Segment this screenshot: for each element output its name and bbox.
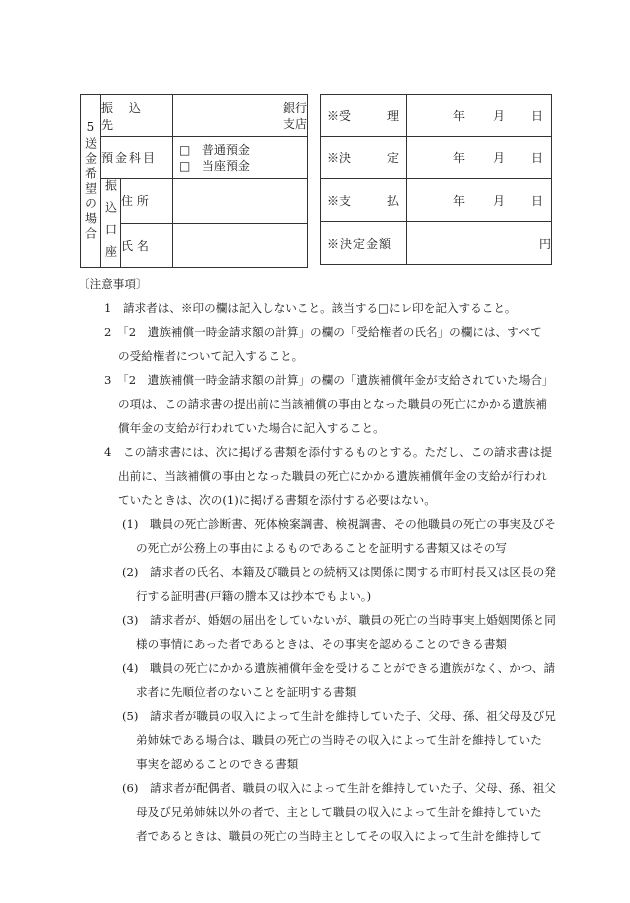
notes-section <box>78 272 556 848</box>
note-line: 1 請求者は、※印の欄は記入しないこと。該当する□にレ印を記入すること。 <box>104 301 517 315</box>
paid-date-field[interactable] <box>407 179 552 222</box>
bank-branch-cell[interactable] <box>173 95 308 137</box>
note-line: ていたときは、次の(1)に掲げる書類を添付する必要はない。 <box>118 493 436 507</box>
note-line: 償年金の支給が行われていた場合に記入すること。 <box>118 421 385 435</box>
note-line: 出前に、当該補償の事由となった職員の死亡にかかる遺族補償年金の支給が行われ <box>118 469 547 483</box>
note-subitem-line: 行する証明書(戸籍の謄本又は抄本でもよい。) <box>136 589 372 603</box>
year-label: 年 <box>452 193 465 208</box>
amount-label: ※決定金額 <box>327 236 393 251</box>
paid-label-cell <box>321 179 407 222</box>
name-label-cell <box>121 223 173 268</box>
deposit-type-label-cell <box>101 137 173 179</box>
note-line: 4 この請求書には、次に掲げる書類を添付するものとする。ただし、この請求書は提 <box>104 445 552 459</box>
decided-label-cell <box>321 137 407 179</box>
note-subitem-line: (4) 職員の死亡にかかる遺族補償年金を受けることができる遺族がなく、かつ、請 <box>122 661 556 675</box>
received-date-field[interactable] <box>407 95 552 137</box>
note-line: の受給権者について記入すること。 <box>118 349 304 363</box>
note-subitem-line: (2) 請求者の氏名、本籍及び職員との続柄又は関係に関する市町村長又は区長の発 <box>122 565 556 579</box>
option-ordinary: 普通預金 <box>201 142 250 157</box>
branch-label: 支店 <box>282 116 307 131</box>
yen-label: 円 <box>538 236 551 251</box>
option-current: 当座預金 <box>201 158 250 173</box>
year-label: 年 <box>452 151 465 165</box>
office-use-table <box>320 94 552 265</box>
amount-label-cell <box>321 222 407 265</box>
month-label: 月 <box>492 151 505 165</box>
payee-label: 振 込 先 <box>101 100 147 132</box>
transfer-account-label-cell <box>101 179 121 268</box>
name-label: 氏 名 <box>121 238 149 253</box>
notes-heading: 〔注意事項〕 <box>78 277 148 291</box>
note-subitem-line: 母及び兄弟姉妹以外の者で、主として職員の収入によって生計を維持していた <box>136 805 542 819</box>
note-subitem-line: 求者に先順位者のないことを証明する書類 <box>136 685 357 699</box>
note-subitem-line: (5) 請求者が職員の収入によって生計を維持していた子、父母、孫、祖父母及び兄 <box>122 709 556 723</box>
received-label-cell <box>321 95 407 137</box>
bank-label: 銀行 <box>282 100 307 115</box>
day-label: 日 <box>530 109 543 123</box>
deposit-type-options <box>173 137 308 179</box>
section-label-cell <box>81 95 101 268</box>
deposit-type-label: 預金科目 <box>101 151 158 165</box>
checkbox-ordinary[interactable]: □ <box>179 142 191 157</box>
note-subitem-line: 者であるときは、職員の死亡の当時主としてその収入によって生計を維持して <box>136 829 542 843</box>
amount-field[interactable] <box>407 222 552 265</box>
checkbox-current[interactable]: □ <box>179 158 191 173</box>
day-label: 日 <box>530 193 543 208</box>
address-label-cell <box>121 179 173 224</box>
payee-label-cell <box>101 95 173 137</box>
transfer-account-label: 振込口座 <box>103 179 118 267</box>
section-label: 5送金希望の場合 <box>83 120 98 242</box>
paid-label: ※支 払 <box>327 193 400 208</box>
note-line: の項は、この請求書の提出前に当該補償の事由となった職員の死亡にかかる遺族補 <box>118 397 547 411</box>
received-label: ※受 理 <box>327 109 400 123</box>
address-label: 住 所 <box>121 194 149 209</box>
month-label: 月 <box>492 193 505 208</box>
decided-date-field[interactable] <box>407 137 552 179</box>
day-label: 日 <box>530 151 543 165</box>
note-line: 3 「2 遺族補償一時金請求額の計算」の欄の「遺族補償年金が支給されていた場合」 <box>104 373 554 387</box>
year-label: 年 <box>452 109 465 123</box>
note-subitem-line: 弟姉妹である場合は、職員の死亡の当時その収入によって生計を維持していた <box>136 733 542 747</box>
note-subitem-line: (6) 請求者が配偶者、職員の収入によって生計を維持していた子、父母、孫、祖父 <box>122 781 556 795</box>
note-subitem-line: (1) 職員の死亡診断書、死体検案調書、検視調書、その他職員の死亡の事実及びそ <box>122 517 556 531</box>
transfer-info-table <box>80 94 308 268</box>
decided-label: ※決 定 <box>327 151 400 165</box>
month-label: 月 <box>492 109 505 123</box>
note-subitem-line: の死亡が公務上の事由によるものであることを証明する書類又はその写 <box>136 541 508 555</box>
note-subitem-line: (3) 請求者が、婚姻の届出をしていないが、職員の死亡の当時事実上婚姻関係と同 <box>122 613 556 627</box>
note-line: 2 「2 遺族補償一時金請求額の計算」の欄の「受給権者の氏名」の欄には、すべて <box>104 325 542 339</box>
name-field[interactable] <box>173 223 308 268</box>
note-subitem-line: 様の事情にあった者であるときは、その事実を認めることのできる書類 <box>136 637 507 651</box>
note-subitem-line: 事実を認めることのできる書類 <box>136 757 299 771</box>
address-field[interactable] <box>173 179 308 224</box>
